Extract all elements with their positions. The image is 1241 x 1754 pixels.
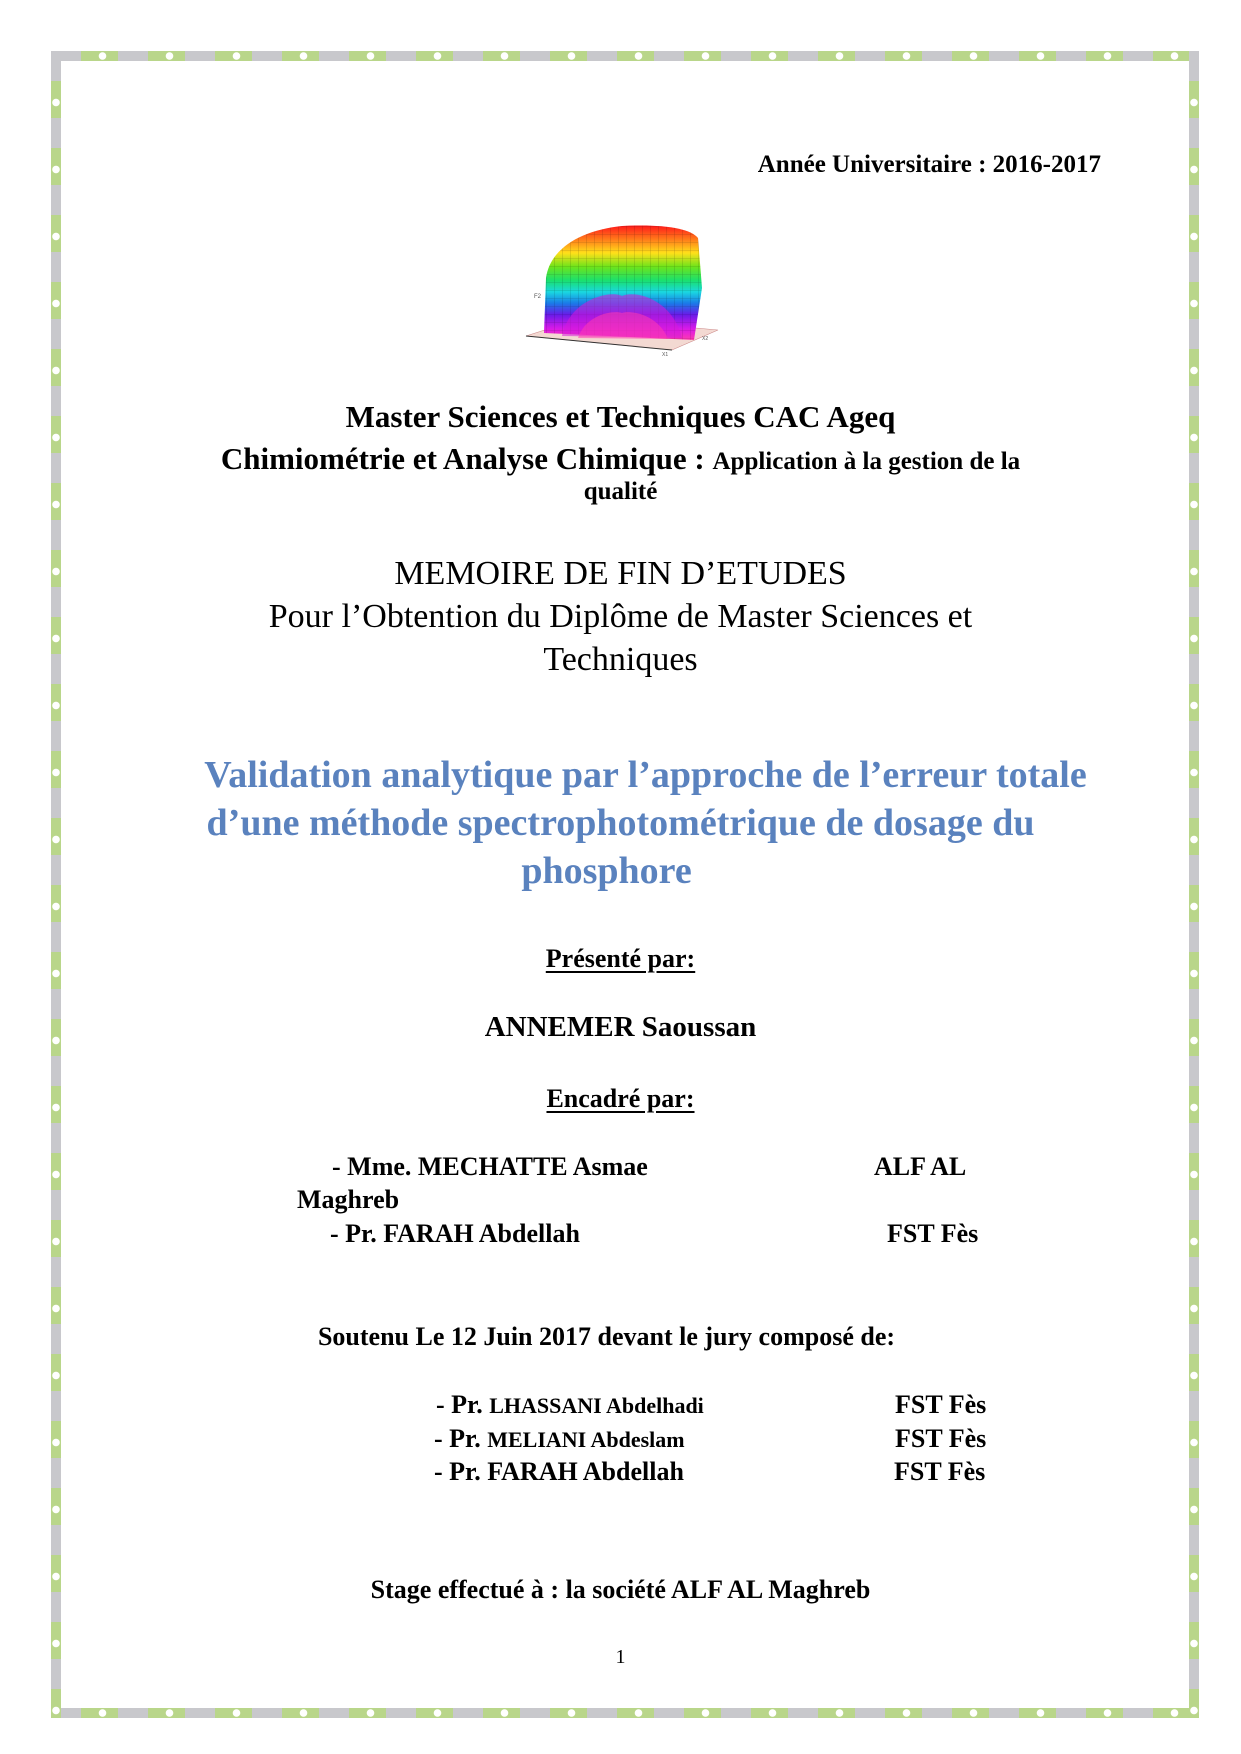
- defense-statement: Soutenu Le 12 Juin 2017 devant le jury composé de:: [317, 1322, 896, 1351]
- supervisor-1-affiliation-wrap: Maghreb: [297, 1185, 400, 1214]
- border-dots-bottom: [51, 1708, 1198, 1718]
- jury-member-1-affiliation: FST Fès: [895, 1390, 987, 1419]
- jury-member-2: - Pr. MELIANI Abdeslam: [434, 1424, 685, 1453]
- program-subtitle: [0, 441, 1241, 477]
- program-title: Master Sciences et Techniques CAC Ageq: [345, 399, 896, 434]
- supervisor-2-name: - Pr. FARAH Abdellah: [330, 1219, 580, 1248]
- surface-plot-figure: [522, 218, 722, 358]
- presented-by-label: Présenté par:: [545, 944, 696, 973]
- supervisor-1-name: - Mme. MECHATTE Asmae: [332, 1152, 648, 1181]
- program-subtitle-continued: qualité: [583, 478, 658, 505]
- thesis-type: MEMOIRE DE FIN D’ETUDES: [394, 555, 847, 592]
- surface-plot-icon: [522, 218, 722, 358]
- thesis-title-line-3: phosphore: [521, 850, 692, 892]
- supervisor-2-affiliation: FST Fès: [887, 1219, 979, 1248]
- thesis-purpose: Pour l’Obtention du Diplôme de Master Sciences et: [268, 598, 973, 635]
- svg-text:F2: F2: [534, 294, 542, 300]
- thesis-title-line-1: Validation analytique par l’approche de l’erreur totale: [204, 754, 1087, 796]
- program-subtitle-sub: Application à la gestion de la: [712, 448, 1021, 475]
- jury-member-1: - Pr. LHASSANI Abdelhadi: [436, 1390, 704, 1419]
- author-name: ANNEMER Saoussan: [484, 1011, 757, 1043]
- program-subtitle-main: Chimiométrie et Analyse Chimique :: [220, 441, 713, 476]
- page-number: 1: [615, 1646, 626, 1668]
- border-dots-top: [51, 51, 1198, 61]
- jury-member-2-affiliation: FST Fès: [895, 1424, 987, 1453]
- supervisor-1-affiliation: ALF AL: [874, 1152, 967, 1181]
- jury-member-3: - Pr. FARAH Abdellah: [434, 1457, 684, 1486]
- svg-text:X1: X1: [662, 352, 669, 358]
- svg-text:X2: X2: [702, 336, 709, 342]
- internship-location: Stage effectué à : la société ALF AL Maghreb: [370, 1575, 871, 1604]
- thesis-title-line-2: d’une méthode spectrophotométrique de dosage du: [206, 802, 1035, 844]
- supervised-by-label: Encadré par:: [546, 1084, 695, 1113]
- thesis-purpose-continued: Techniques: [543, 641, 698, 678]
- academic-year: Année Universitaire : 2016-2017: [757, 151, 1101, 178]
- jury-member-3-affiliation: FST Fès: [894, 1457, 986, 1486]
